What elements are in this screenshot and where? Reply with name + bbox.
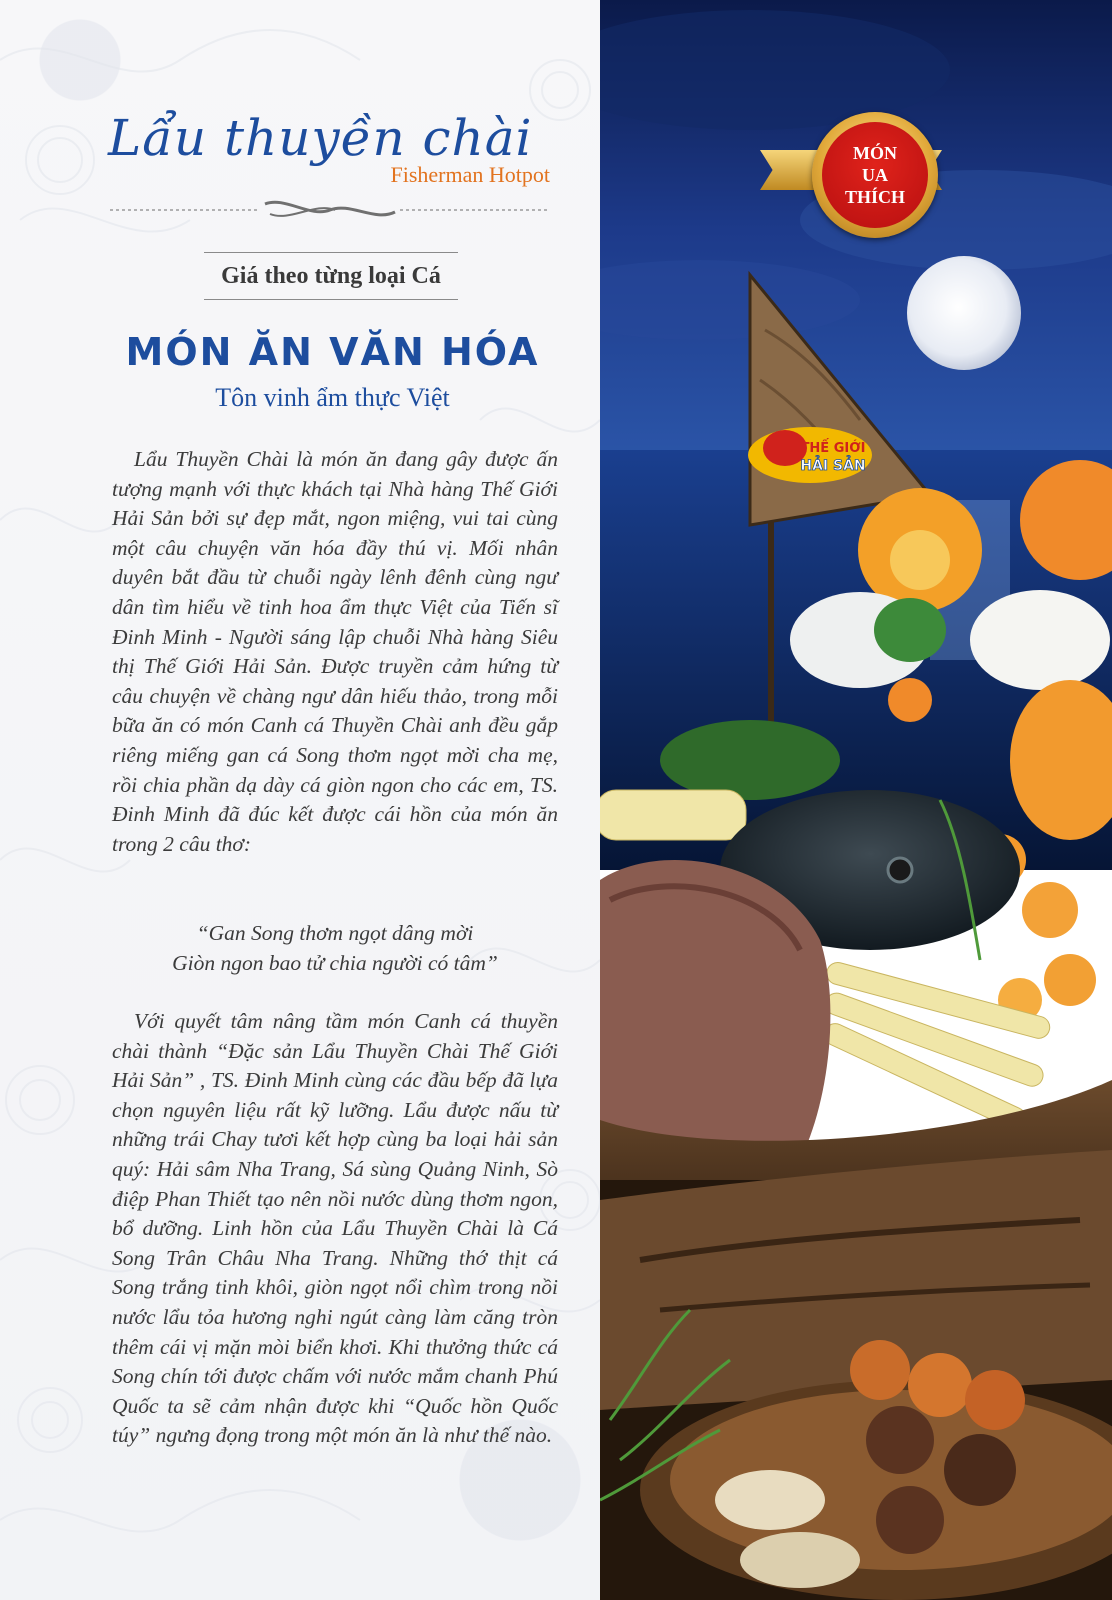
price-note: Giá theo từng loại Cá [204,252,458,300]
badge-inner [822,122,928,228]
menu-item-subtitle: Fisherman Hotpot [390,162,550,187]
story-paragraph-2: Với quyết tâm nâng tầm món Canh cá thuyền chài thành “Đặc sản Lẩu Thuyền Chài Thế Giới Hải Sản” , TS. Đinh Minh cùng các đầu bếp đã lựa chọn nguyên liệu rất kỹ lưỡng. Lẩu được nấu từ những trái Chay tươi kết hợp cùng ba loại hải sản quý: Hải sâm Nha Trang, Sá sùng Quảng Ninh, Sò điệp Phan Thiết tạo nên nồi nước dùng thơm ngon, bổ dưỡng. Linh hồn của Lẩu Thuyền Chài là Cá Song Trân Châu Nha Trang. Những thớ thịt cá Song trắng tinh khôi, giòn ngọt nổi chìm trong nồi nước lẩu tỏa hương nghi ngút càng làm căng tròn thêm cái vị mặn mòi biển khơi. Khi thưởng thức cá Song chín tới được chấm với nước mắm chanh Phú Quốc ta sẽ cảm nhận được khi “Quốc hồn Quốc túy” ngưng đọng trong một món ăn là như thế nào. [112,1009,558,1448]
dish-photo [600,0,1112,1600]
badge-line-1: MÓN [853,143,897,163]
badge-line-3: THÍCH [844,187,905,207]
favorite-dish-badge [812,112,938,238]
restaurant-logo [748,427,872,483]
story-paragraph-1: Lẩu Thuyền Chài là món ăn đang gây được ấn tượng mạnh với thực khách tại Nhà hàng Thế Giới Hải Sản bởi sự đẹp mắt, ngon miệng, vui tai cùng một câu chuyện văn hóa đầy thú vị. Mối nhân duyên bắt đầu từ chuỗi ngày lênh đênh cùng ngư dân tìm hiểu về tinh hoa ẩm thực Việt của Tiến sĩ Đinh Minh - Người sáng lập chuỗi Nhà hàng Siêu thị Thế Giới Hải Sản. Được truyền cảm hứng từ câu chuyện về chàng ngư dân hiếu thảo, trong mỗi bữa ăn có món Canh cá Thuyền Chài anh đều gắp riêng miếng gan cá Song thơm ngọt mời cha mẹ, rồi chia phần dạ dày cá giòn ngon cho các em, TS. Đinh Minh đã đúc kết được cái hồn của món ăn trong 2 câu thơ: [112,447,558,856]
menu-item-title: Lẩu thuyền chài [108,109,533,167]
logo-line-1: THẾ GIỚI [800,441,866,456]
poem [112,918,558,978]
poem-line-1: “Gan Song thơm ngọt dâng mời [196,921,474,945]
logo-line-2: HẢI SẢN [800,458,866,474]
subheadline: Tôn vinh ẩm thực Việt [215,383,450,412]
badge-line-2: UA [862,165,888,185]
headline: MÓN ĂN VĂN HÓA [125,330,540,374]
moon [907,256,1021,370]
dish-photo-illustration [600,0,1112,1600]
ornament-divider [110,198,550,222]
poem-line-2: Giòn ngon bao tử chia người có tâm” [172,951,498,975]
